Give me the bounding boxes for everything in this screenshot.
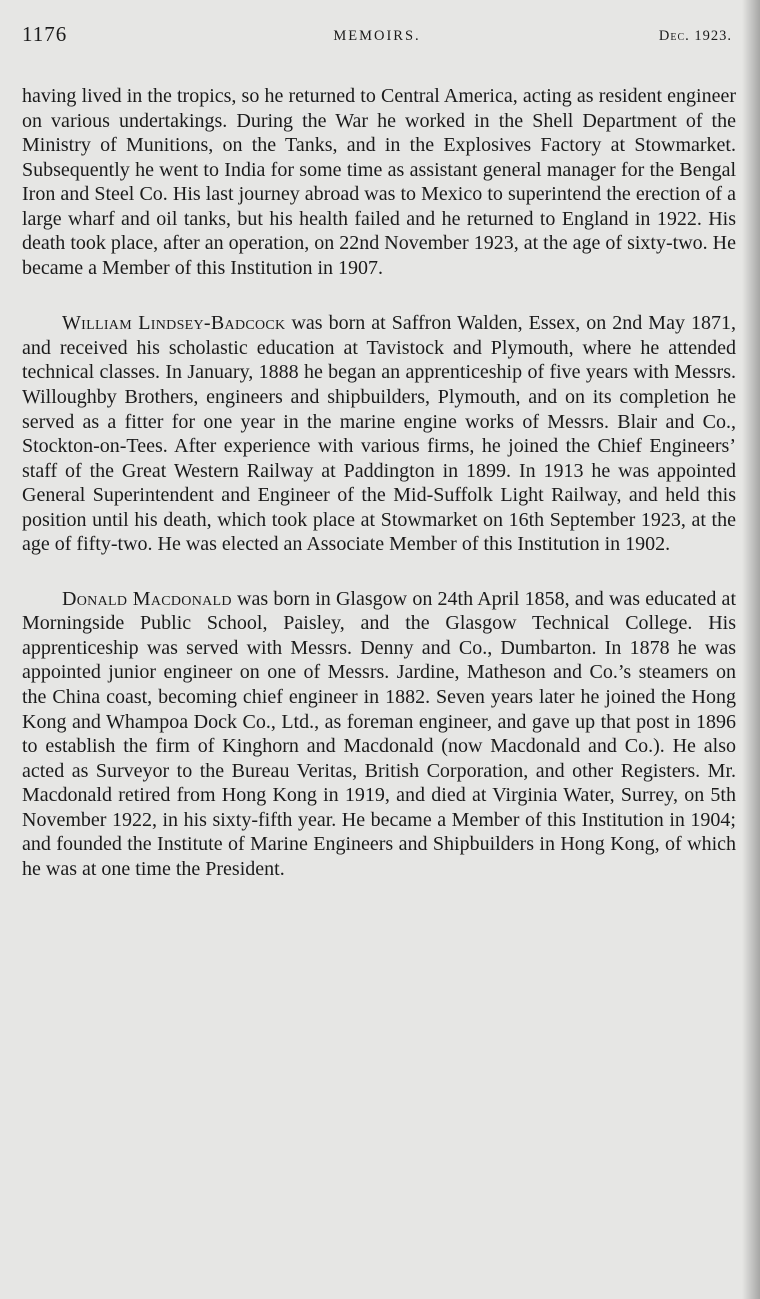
page-number: 1176 xyxy=(22,22,68,46)
memoir-subject-name: Donald Macdonald xyxy=(62,587,232,610)
memoir-macdonald xyxy=(22,587,736,882)
memoir-continuation-paragraph xyxy=(22,84,736,280)
memoir-subject-name: William Lindsey-Badcock xyxy=(62,312,286,335)
memoir-body xyxy=(22,84,736,881)
page-edge-shadow xyxy=(742,0,760,1299)
issue-date: Dec. 1923. xyxy=(658,28,732,44)
paragraph-text: having lived in the tropics, so he returned to Central America, acting as resident engineer on various undertakings. During the War he worked in the Shell Department of the Ministry of Munitions, on the Tanks, and in the Explosives Factory at Stowmarket. Subsequently he went to India for some time as assistant general manager for the Bengal Iron and Steel Co. His last journey abroad was to Mexico to superintend the erection of a large wharf and oil tanks, but his health failed and he returned to England in 1922. His death took place, after an operation, on 22nd November 1923, at the age of sixty-two. He became a Member of this Institution in 1907. xyxy=(22,85,736,279)
paragraph-text: was born in Glasgow on 24th April 1858, and was educated at Morningside Public School, Paisley, and the Glasgow Technical College. His apprenticeship was served with Messrs. Denny and Co., Dumbarton. In 1878 he was appointed junior engineer on one of Messrs. Jardine, Matheson and Co.’s steamers on the China coast, becoming chief engineer in 1882. Seven years later he joined the Hong Kong and Whampoa Dock Co., Ltd., as foreman engineer, and gave up that post in 1896 to establish the firm of Kinghorn and Macdonald (now Macdonald and Co.). He also acted as Surveyor to the Bureau Veritas, British Corporation, and other Registers. Mr. Macdonald retired from Hong Kong in 1919, and died at Virginia Water, Surrey, on 5th November 1922, in his sixty-fifth year. He became a Member of this Institution in 1904; and founded the Institute of Marine Engineers and Shipbuilders in Hong Kong, of which he was at one time the President. xyxy=(22,587,736,880)
paragraph-text: was born at Saffron Walden, Essex, on 2nd May 1871, and received his scholastic education at Tavistock and Plymouth, where he attended technical classes. In January, 1888 he began an apprenticeship of five years with Messrs. Willoughby Brothers, engineers and shipbuilders, Plymouth, and on its completion he served as a fitter for one year in the marine engine works of Messrs. Blair and Co., Stockton-on-Tees. After experience with various firms, he joined the Chief Engineers’ staff of the Great Western Railway at Paddington in 1899. In 1913 he was appointed General Superintendent and Engineer of the Mid-Suffolk Light Railway, and held this position until his death, which took place at Stowmarket on 16th September 1923, at the age of fifty-two. He was elected an Associate Member of this Institution in 1902. xyxy=(22,312,736,556)
memoir-lindsey-badcock xyxy=(22,311,736,556)
running-head xyxy=(22,22,732,48)
running-title: MEMOIRS. xyxy=(333,28,421,44)
